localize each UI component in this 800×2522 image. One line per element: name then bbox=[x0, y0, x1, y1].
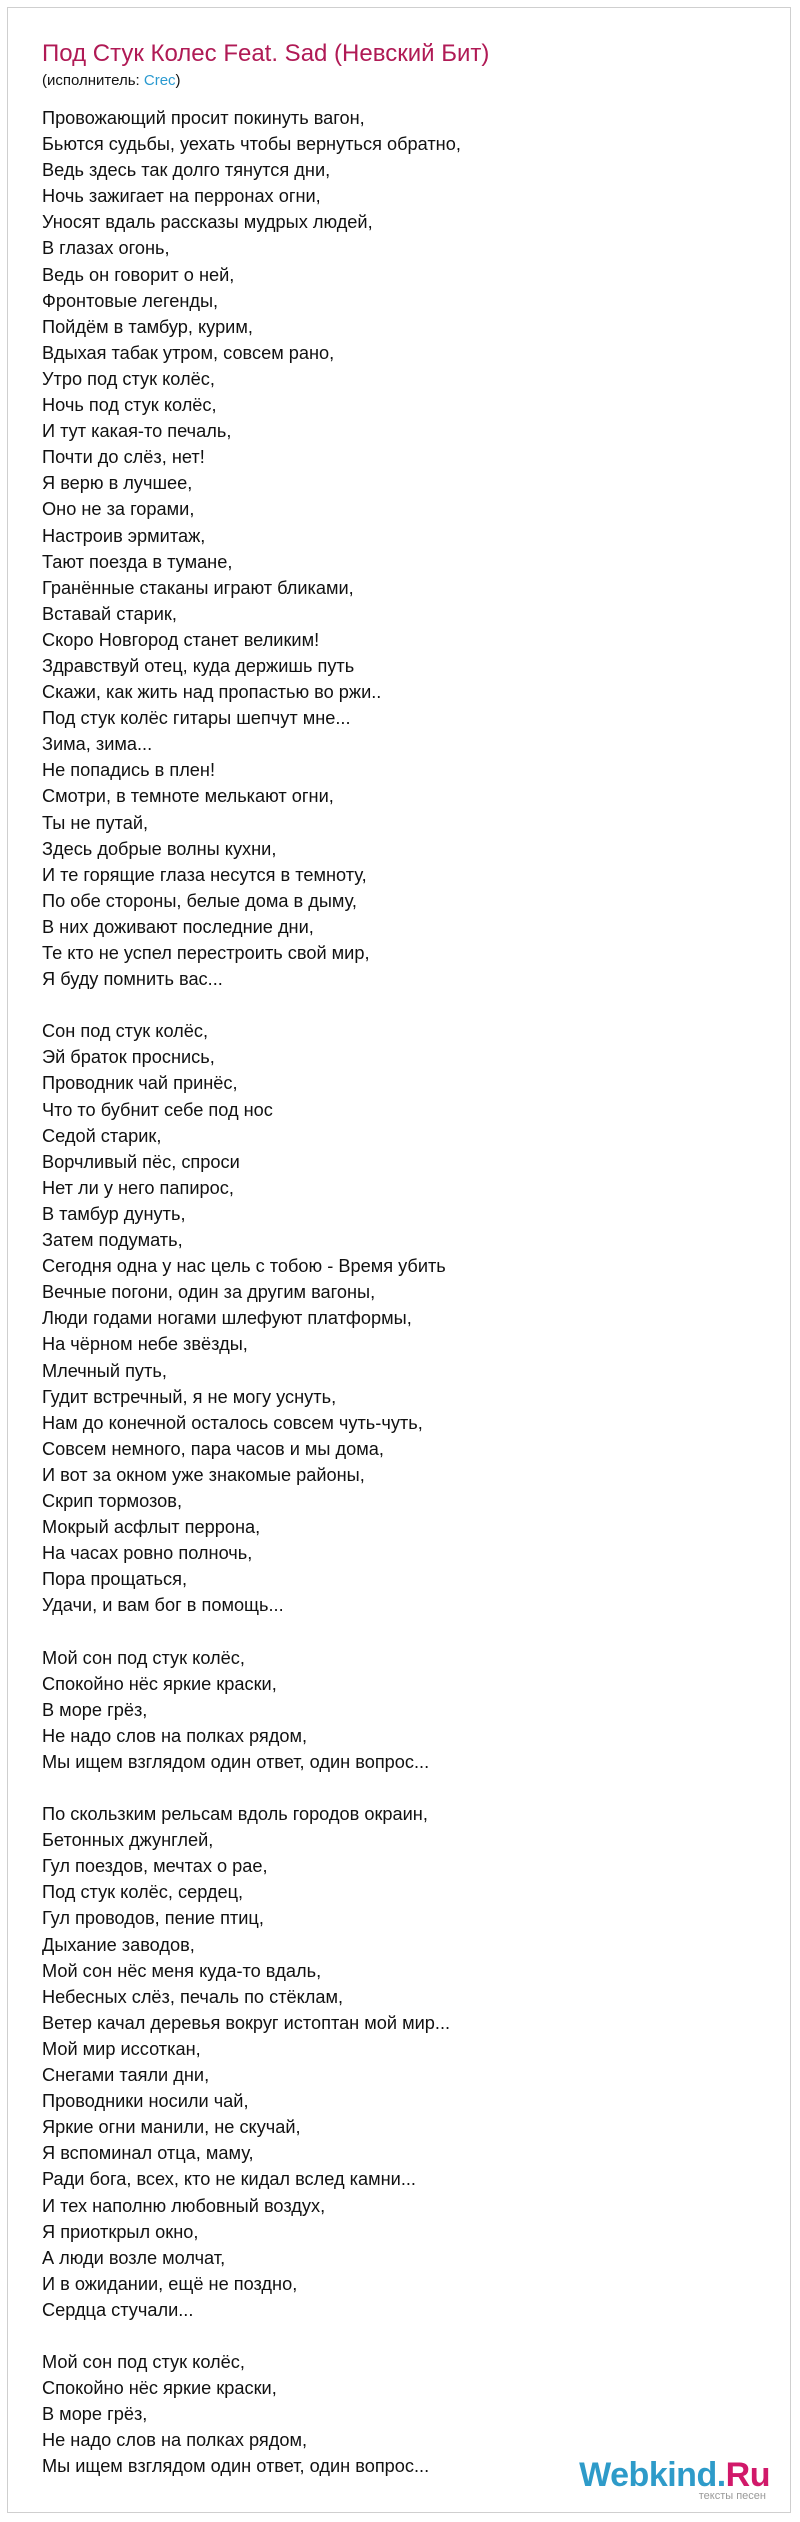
lyric-line: Бетонных джунглей, bbox=[42, 1830, 214, 1851]
lyric-line: Проводники носили чай, bbox=[42, 2091, 249, 2112]
lyric-line: Я буду помнить вас... bbox=[42, 969, 223, 990]
lyric-line: Смотри, в темноте мелькают огни, bbox=[42, 786, 334, 807]
lyrics-text bbox=[42, 105, 742, 2480]
lyric-line: В глазах огонь, bbox=[42, 238, 170, 259]
lyric-line: Мой сон нёс меня куда-то вдаль, bbox=[42, 1960, 322, 1981]
lyric-line: Бьются судьбы, уехать чтобы вернуться обратно, bbox=[42, 134, 461, 155]
lyric-line: Здесь добрые волны кухни, bbox=[42, 838, 277, 859]
lyric-line: Спокойно нёс яркие краски, bbox=[42, 2378, 277, 2399]
lyric-line: Ворчливый пёс, спроси bbox=[42, 1151, 240, 1172]
lyric-line: И те горящие глаза несутся в темноту, bbox=[42, 864, 367, 885]
lyric-line: И вот за окном уже знакомые районы, bbox=[42, 1464, 365, 1485]
lyric-line: Нам до конечной осталось совсем чуть-чуть, bbox=[42, 1412, 423, 1433]
lyric-line: Ведь он говорит о ней, bbox=[42, 264, 235, 285]
lyric-line: Оно не за горами, bbox=[42, 499, 195, 520]
lyric-line: Гул поездов, мечтах о рае, bbox=[42, 1856, 268, 1877]
logo-tld: Ru bbox=[725, 2456, 770, 2494]
lyric-line: Сон под стук колёс, bbox=[42, 1021, 209, 1042]
logo-word: Webkind bbox=[579, 2456, 717, 2494]
stanza-break bbox=[42, 992, 742, 1018]
byline-prefix: (исполнитель: bbox=[42, 72, 144, 89]
lyric-line: Тают поезда в тумане, bbox=[42, 551, 233, 572]
stanza-break bbox=[42, 2323, 742, 2349]
lyric-line: Мой сон под стук колёс, bbox=[42, 2352, 245, 2373]
lyric-line: Не надо слов на полках рядом, bbox=[42, 1725, 308, 1746]
site-logo[interactable] bbox=[579, 2458, 770, 2502]
lyric-line: Млечный путь, bbox=[42, 1360, 167, 1381]
lyric-line: Те кто не успел перестроить свой мир, bbox=[42, 943, 370, 963]
lyric-line: Дыхание заводов, bbox=[42, 1934, 195, 1955]
lyric-line: В них доживают последние дни, bbox=[42, 916, 314, 937]
lyric-line: Ночь под стук колёс, bbox=[42, 395, 217, 416]
lyric-line: Люди годами ногами шлефуют платформы, bbox=[42, 1308, 412, 1329]
song-title: Под Стук Колес Feat. Sad (Невский Бит) bbox=[42, 40, 490, 67]
lyric-line: Я приоткрыл окно, bbox=[42, 2221, 199, 2242]
lyric-line: Ради бога, всех, кто не кидал вслед камни... bbox=[42, 2169, 416, 2190]
lyric-line: И в ожидании, ещё не поздно, bbox=[42, 2273, 298, 2294]
lyric-line: Ты не путай, bbox=[42, 812, 149, 833]
lyric-line: В море грёз, bbox=[42, 1699, 148, 1720]
lyric-line: По обе стороны, белые дома в дыму, bbox=[42, 890, 357, 911]
lyric-line: Ночь зажигает на перронах огни, bbox=[42, 186, 321, 207]
lyric-line: Под стук колёс гитары шепчут мне... bbox=[42, 708, 351, 729]
stanza-break bbox=[42, 1618, 742, 1644]
artist-byline bbox=[42, 72, 181, 89]
lyric-line: Вставай старик, bbox=[42, 603, 177, 624]
lyric-line: Эй браток проснись, bbox=[42, 1047, 215, 1068]
lyric-line: Зима, зима... bbox=[42, 734, 153, 755]
lyric-line: Скоро Новгород станет великим! bbox=[42, 629, 320, 650]
lyric-line: Гул проводов, пение птиц, bbox=[42, 1908, 264, 1929]
lyric-line: Фронтовые легенды, bbox=[42, 290, 219, 311]
lyric-line: И тут какая-то печаль, bbox=[42, 421, 232, 442]
lyric-line: Сердца стучали... bbox=[42, 2299, 194, 2320]
lyric-line: Что то бубнит себе под нос bbox=[42, 1099, 273, 1120]
lyric-line: На чёрном небе звёзды, bbox=[42, 1334, 248, 1355]
lyric-line: По скользким рельсам вдоль городов окраин, bbox=[42, 1804, 428, 1825]
lyric-line: Затем подумать, bbox=[42, 1230, 183, 1251]
lyric-line: Пора прощаться, bbox=[42, 1569, 188, 1590]
lyric-line: В тамбур дунуть, bbox=[42, 1203, 186, 1224]
lyric-line: А люди возле молчат, bbox=[42, 2247, 226, 2268]
byline-suffix: ) bbox=[175, 72, 181, 89]
lyric-line: Вечные погони, один за другим вагоны, bbox=[42, 1282, 376, 1303]
lyric-line: Настроив эрмитаж, bbox=[42, 525, 206, 546]
stanza-break bbox=[42, 1775, 742, 1801]
lyric-line: Ведь здесь так долго тянутся дни, bbox=[42, 160, 331, 181]
lyric-line: Я верю в лучшее, bbox=[42, 473, 193, 494]
logo-wordmark bbox=[579, 2458, 770, 2492]
lyric-line: Пойдём в тамбур, курим, bbox=[42, 316, 253, 337]
lyric-line: Яркие огни манили, не скучай, bbox=[42, 2117, 301, 2138]
lyric-line: Седой старик, bbox=[42, 1125, 162, 1146]
lyric-line: Гранённые стаканы играют бликами, bbox=[42, 577, 354, 598]
logo-tagline: тексты песен bbox=[698, 2490, 766, 2502]
lyric-line: В море грёз, bbox=[42, 2404, 148, 2425]
lyric-line: Здравствуй отец, куда держишь путь bbox=[42, 655, 355, 676]
lyric-line: Скажи, как жить над пропастью во ржи.. bbox=[42, 682, 382, 703]
lyric-line: Уносят вдаль рассказы мудрых людей, bbox=[42, 212, 373, 233]
lyric-line: Проводник чай принёс, bbox=[42, 1073, 238, 1094]
lyric-line: Почти до слёз, нет! bbox=[42, 447, 205, 468]
lyric-line: Под стук колёс, сердец, bbox=[42, 1882, 244, 1903]
lyric-line: Удачи, и вам бог в помощь... bbox=[42, 1595, 284, 1616]
lyric-line: Снегами таяли дни, bbox=[42, 2065, 210, 2086]
lyric-line: Совсем немного, пара часов и мы дома, bbox=[42, 1438, 384, 1459]
lyric-line: Нет ли у него папирос, bbox=[42, 1177, 234, 1198]
lyric-line: Вдыхая табак утром, совсем рано, bbox=[42, 342, 335, 363]
lyric-line: Не надо слов на полках рядом, bbox=[42, 2430, 308, 2451]
lyric-line: Мокрый асфлыт перрона, bbox=[42, 1517, 261, 1538]
lyric-line: Спокойно нёс яркие краски, bbox=[42, 1673, 277, 1694]
lyric-line: Ветер качал деревья вокруг истоптан мой мир... bbox=[42, 2012, 451, 2033]
artist-link[interactable]: Crec bbox=[143, 72, 176, 89]
lyric-line: Провожающий просит покинуть вагон, bbox=[42, 108, 365, 128]
lyric-line: Утро под стук колёс, bbox=[42, 368, 215, 389]
lyric-line: На часах ровно полночь, bbox=[42, 1543, 253, 1564]
lyric-line: Я вспоминал отца, маму, bbox=[42, 2143, 254, 2164]
lyric-line: Не попадись в плен! bbox=[42, 760, 216, 781]
lyric-line: Мы ищем взглядом один ответ, один вопрос... bbox=[42, 1751, 430, 1772]
lyric-line: Сегодня одна у нас цель с тобою - Время убить bbox=[42, 1256, 446, 1277]
lyric-line: Мой мир иссоткан, bbox=[42, 2038, 201, 2059]
logo-dot: . bbox=[716, 2456, 726, 2494]
lyric-line: И тех наполню любовный воздух, bbox=[42, 2195, 326, 2216]
lyric-line: Небесных слёз, печаль по стёклам, bbox=[42, 1986, 344, 2007]
lyric-line: Мой сон под стук колёс, bbox=[42, 1647, 245, 1668]
lyric-line: Гудит встречный, я не могу уснуть, bbox=[42, 1386, 337, 1407]
lyric-line: Мы ищем взглядом один ответ, один вопрос... bbox=[42, 2456, 430, 2477]
lyric-line: Скрип тормозов, bbox=[42, 1490, 183, 1511]
